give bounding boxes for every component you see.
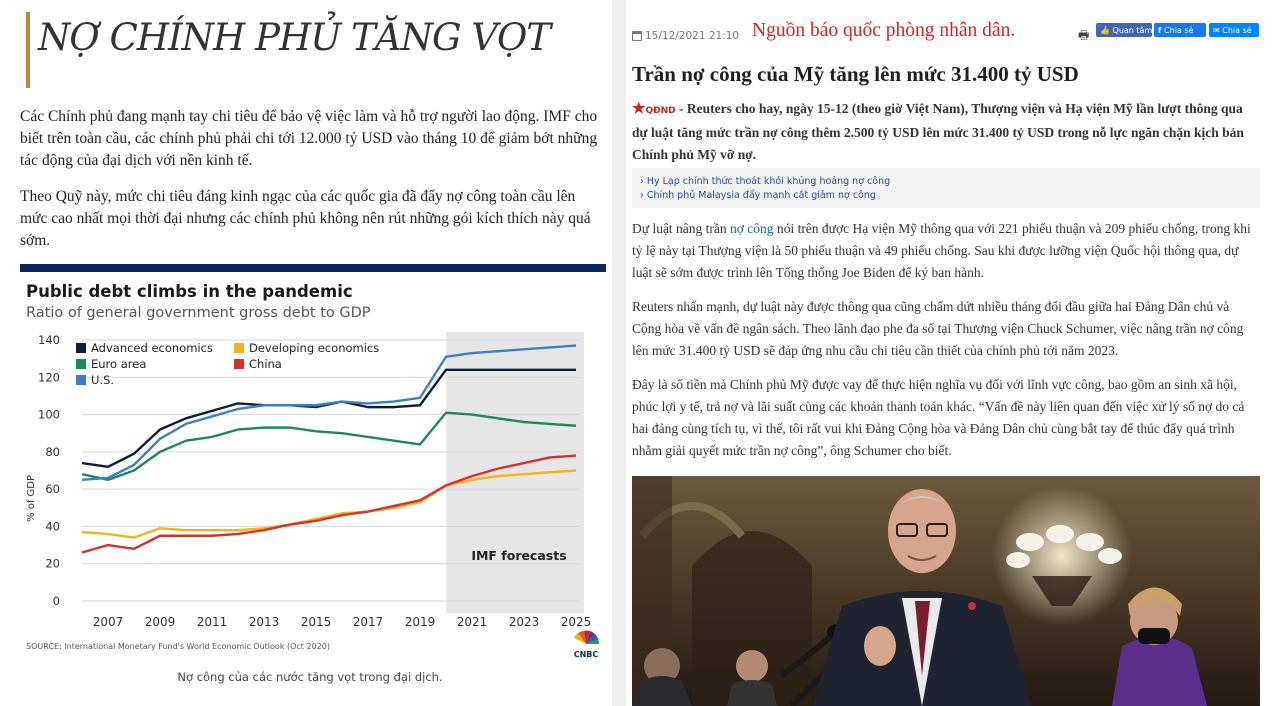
y-axis-label: % of GDP xyxy=(26,474,37,522)
right-panel xyxy=(626,0,1280,706)
related-link-malaysia[interactable]: › Chính phủ Malaysia đẩy mạnh cắt giảm nợ công xyxy=(640,189,876,201)
chart-source: SOURCE: International Monetary Fund's World Economic Outlook (Oct 2020) xyxy=(26,642,330,651)
chart-caption: Nợ công của các nước tăng vọt trong đại dịch. xyxy=(177,670,443,684)
debt-chart xyxy=(20,264,606,664)
article-meta xyxy=(632,30,739,42)
body-paragraph-3: Đây là số tiền mà Chính phủ Mỹ được vay để thực hiện nghĩa vụ đối với lĩnh vực công, bao gồm an sinh xã hội, phúc lợi y tế, trả nợ và lãi suất cùng các khoản thanh toán khác. “Vấn đề này liên quan đến việc xử lý số nợ do cả hai đảng cùng tích tụ, vì thế, tôi rất vui khi Đảng Cộng hòa và Đảng Dân chủ cùng bắt tay để thúc đẩy quá trình nhằm giải quyết mức trần nợ công”, ông Schumer cho biết. xyxy=(632,377,1245,458)
x-tick-label: 2009 xyxy=(144,615,176,629)
related-link-greece[interactable]: › Hy Lạp chính thức thoát khỏi khủng hoảng nợ công xyxy=(640,176,891,187)
messenger-share-label: Chia sẻ xyxy=(1222,25,1252,35)
x-tick-label: 2013 xyxy=(248,615,280,629)
article-date: 15/12/2021 21:10 xyxy=(645,30,740,42)
panel-divider xyxy=(612,0,626,706)
legend-swatch xyxy=(76,375,86,385)
body1-pre: Dự luật nâng trần xyxy=(632,221,731,236)
x-tick-label: 2025 xyxy=(560,615,592,629)
legend-label: U.S. xyxy=(91,373,115,387)
legend-swatch xyxy=(234,343,244,353)
related-links xyxy=(632,168,1260,208)
legend-label: Developing economics xyxy=(249,341,380,355)
legend-swatch xyxy=(76,343,86,353)
legend-swatch xyxy=(76,359,86,369)
legend-label: China xyxy=(249,357,282,371)
y-tick-label: 0 xyxy=(52,594,60,608)
y-tick-label: 60 xyxy=(45,482,60,497)
chart-title: Public debt climbs in the pandemic xyxy=(26,282,353,301)
qdnd-logo: QĐND xyxy=(645,106,676,116)
chart-plot xyxy=(20,264,606,640)
legend-swatch xyxy=(234,359,244,369)
like-button[interactable] xyxy=(1096,23,1152,37)
body-paragraph-1 xyxy=(632,218,1260,284)
article-lead xyxy=(632,98,1260,166)
y-tick-label: 20 xyxy=(45,556,60,571)
chart-subtitle: Ratio of general government gross debt to GDP xyxy=(26,305,371,321)
debt-link[interactable]: nợ công xyxy=(730,221,774,236)
x-tick-label: 2011 xyxy=(196,615,228,629)
body1-post: nói trên được Hạ viện Mỹ thông qua với 221 phiếu thuận và 209 phiếu chống, trong khi tỷ lệ này tại Thượng viện là 50 phiếu thuận và 49 phiếu chống. Sau khi được lưỡng viện Quốc hội thông qua, dự luật sẽ sớm được trình lên Tổng thống Joe Biden để ký ban hành. xyxy=(632,221,1251,280)
x-tick-label: 2021 xyxy=(456,615,488,629)
qdnd-star-icon: ★ xyxy=(632,101,646,117)
cnbc-logo xyxy=(568,630,604,658)
legend-label: Advanced economics xyxy=(91,341,213,355)
source-note: Nguồn báo quốc phòng nhân dân. xyxy=(752,20,1016,41)
facebook-share-button[interactable] xyxy=(1154,23,1206,37)
y-tick-label: 100 xyxy=(38,407,60,422)
x-tick-label: 2015 xyxy=(300,615,332,629)
calendar-icon xyxy=(632,31,642,41)
x-tick-label: 2019 xyxy=(404,615,436,629)
x-tick-label: 2007 xyxy=(92,615,124,629)
y-tick-label: 140 xyxy=(38,333,60,347)
like-button-label: Quan tâm xyxy=(1112,25,1153,35)
x-tick-label: 2017 xyxy=(352,615,384,629)
y-tick-label: 80 xyxy=(45,444,60,459)
legend-label: Euro area xyxy=(91,357,147,371)
article-photo xyxy=(632,476,1260,706)
messenger-icon: ✉ xyxy=(1213,25,1220,35)
svg-text:CNBC: CNBC xyxy=(573,650,599,658)
facebook-share-label: Chia sẻ xyxy=(1164,25,1194,35)
intro-paragraph-2: Theo Quỹ này, mức chi tiêu đáng kinh ngạc của các quốc gia đã đẩy nợ công toàn cầu lên mức cao nhất mọi thời đại nhưng các chính phủ không nên rút những gói kích thích này quá sớm. xyxy=(20,188,591,249)
intro-paragraph-1: Các Chính phủ đang mạnh tay chi tiêu để bảo vệ việc làm và hỗ trợ người lao động. IMF cho biết trên toàn cầu, các chính phủ phải chi tới 12.000 tỷ USD vào tháng 10 để giảm bớt những tác động của đại dịch với nền kinh tế. xyxy=(20,108,598,169)
print-icon[interactable]: 🖶 xyxy=(1078,28,1090,42)
title-accent-bar xyxy=(26,12,30,88)
y-tick-label: 40 xyxy=(45,519,60,534)
page-title: NỢ CHÍNH PHỦ TĂNG VỌT xyxy=(38,16,550,59)
article-headline: Trần nợ công của Mỹ tăng lên mức 31.400 tỷ USD xyxy=(632,62,1079,86)
left-panel xyxy=(0,0,610,706)
messenger-share-button[interactable] xyxy=(1209,23,1259,37)
x-tick-label: 2023 xyxy=(508,615,540,629)
body-paragraph-2: Reuters nhấn mạnh, dự luật này được thông qua cũng chấm dứt nhiều tháng đối đầu giữa hai Đảng Dân chủ và Cộng hòa về vấn đề ngân sách. Theo lãnh đạo phe đa số tại Thượng viện Chuck Schumer, việc nâng trần nợ công lên mức 31.400 tỷ USD sẽ đáp ứng nhu cầu chi tiêu cần thiết của chính phủ tới năm 2023. xyxy=(632,299,1244,358)
y-tick-label: 120 xyxy=(38,370,60,385)
thumbs-up-icon: 👍 xyxy=(1100,25,1110,35)
facebook-icon: f xyxy=(1158,25,1162,35)
lead-text: - Reuters cho hay, ngày 15-12 (theo giờ Việt Nam), Thượng viện và Hạ viện Mỹ lần lượt thông qua dự luật tăng mức trần nợ công thêm 2.500 tỷ USD lên mức 31.400 tỷ USD trong nỗ lực ngăn chặn kịch bản Chính phủ Mỹ vỡ nợ. xyxy=(632,101,1244,162)
forecast-label: IMF forecasts xyxy=(471,547,567,563)
